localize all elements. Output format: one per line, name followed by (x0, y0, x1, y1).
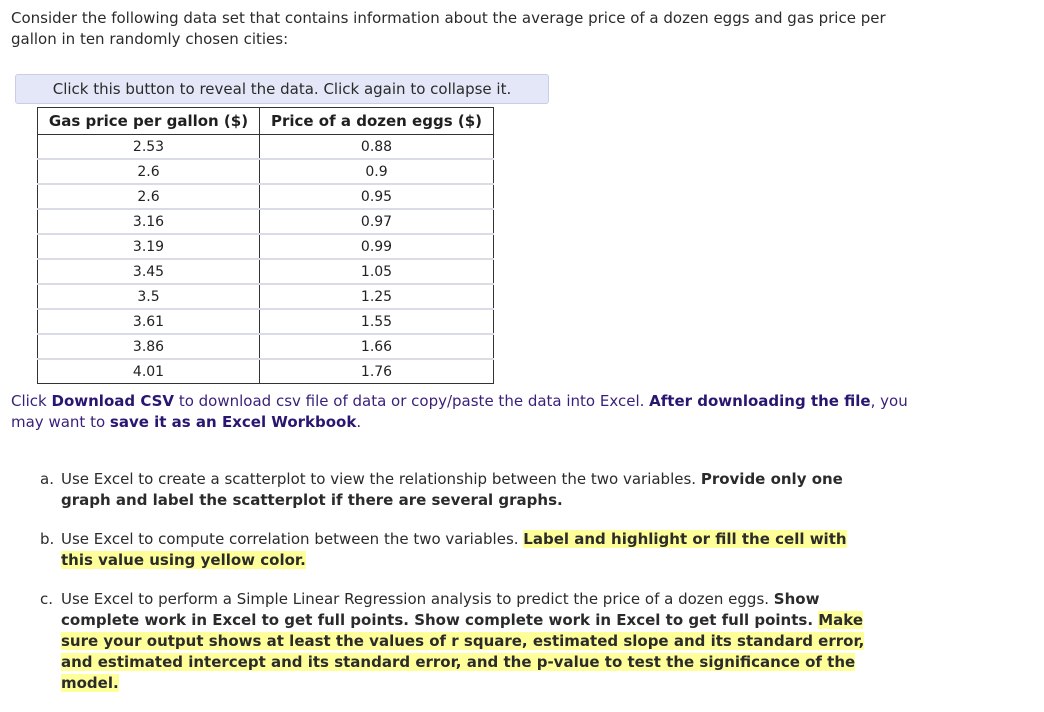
intro-text: Consider the following data set that contains information about the average price of a dozen eggs and gas price per gallon in ten randomly chosen cities: (11, 9, 886, 48)
task-marker: c. (40, 590, 54, 608)
table-row (38, 359, 494, 384)
gas-price-cell: 3.16 (38, 209, 260, 234)
task-bold-text: Provide only one graph and label the scatterplot if there are several graphs. (61, 470, 843, 509)
download-comma-text: , you may want to (11, 392, 908, 431)
gas-price-cell: 3.19 (38, 234, 260, 259)
gas-price-cell: 3.61 (38, 309, 260, 334)
egg-price-cell: 0.99 (260, 234, 494, 259)
task-highlight-text: Make sure your output shows at least the values of r square, estimated slope and its standard error, and estimated intercept and its standard error, and the p-value to test the significance of the model. (61, 611, 865, 692)
download-instructions (11, 391, 911, 433)
task-bold-text: Show complete work in Excel to get full points. Show complete work in Excel to get full points. (61, 590, 820, 629)
task-item-b (40, 529, 880, 571)
gas-price-cell: 2.6 (38, 184, 260, 209)
task-marker: a. (40, 470, 54, 488)
header-gas-price: Gas price per gallon ($) (38, 108, 260, 135)
gas-price-cell: 3.45 (38, 259, 260, 284)
gas-price-cell: 2.6 (38, 159, 260, 184)
task-text: Use Excel to compute correlation between the two variables. (61, 530, 524, 548)
gas-price-cell: 2.53 (38, 135, 260, 160)
egg-price-cell: 1.05 (260, 259, 494, 284)
egg-price-cell: 1.76 (260, 359, 494, 384)
task-highlight-text: Label and highlight or fill the cell with this value using yellow color. (61, 530, 847, 569)
task-item-a (40, 469, 880, 511)
egg-price-cell: 1.25 (260, 284, 494, 309)
gas-price-cell: 3.86 (38, 334, 260, 359)
gas-price-cell: 4.01 (38, 359, 260, 384)
table-row (38, 135, 494, 160)
task-text: Use Excel to create a scatterplot to view the relationship between the two variables. (61, 470, 701, 488)
table-row (38, 334, 494, 359)
download-middle-text: to download csv file of data or copy/paste the data into Excel. (174, 392, 650, 410)
table-row (38, 259, 494, 284)
egg-price-cell: 1.55 (260, 309, 494, 334)
table-row (38, 159, 494, 184)
task-list (40, 469, 880, 712)
task-text: Use Excel to perform a Simple Linear Regression analysis to predict the price of a dozen eggs. (61, 590, 774, 608)
egg-price-cell: 1.66 (260, 334, 494, 359)
table-row (38, 234, 494, 259)
table-row (38, 309, 494, 334)
task-marker: b. (40, 530, 55, 548)
table-header-row (38, 108, 494, 135)
task-item-c (40, 589, 880, 694)
after-downloading-text: After downloading the file (649, 392, 871, 410)
download-csv-link[interactable]: Download CSV (51, 392, 175, 410)
table-row (38, 184, 494, 209)
egg-price-cell: 0.97 (260, 209, 494, 234)
download-click-text: Click (11, 392, 52, 410)
gas-price-cell: 3.5 (38, 284, 260, 309)
reveal-data-button[interactable]: Click this button to reveal the data. Click again to collapse it. (15, 74, 549, 104)
egg-price-cell: 0.95 (260, 184, 494, 209)
data-table (37, 107, 494, 384)
table-row (38, 209, 494, 234)
save-workbook-text: save it as an Excel Workbook (109, 413, 357, 431)
table-row (38, 284, 494, 309)
header-egg-price: Price of a dozen eggs ($) (260, 108, 494, 135)
egg-price-cell: 0.9 (260, 159, 494, 184)
download-end-text: . (356, 413, 362, 431)
egg-price-cell: 0.88 (260, 135, 494, 160)
